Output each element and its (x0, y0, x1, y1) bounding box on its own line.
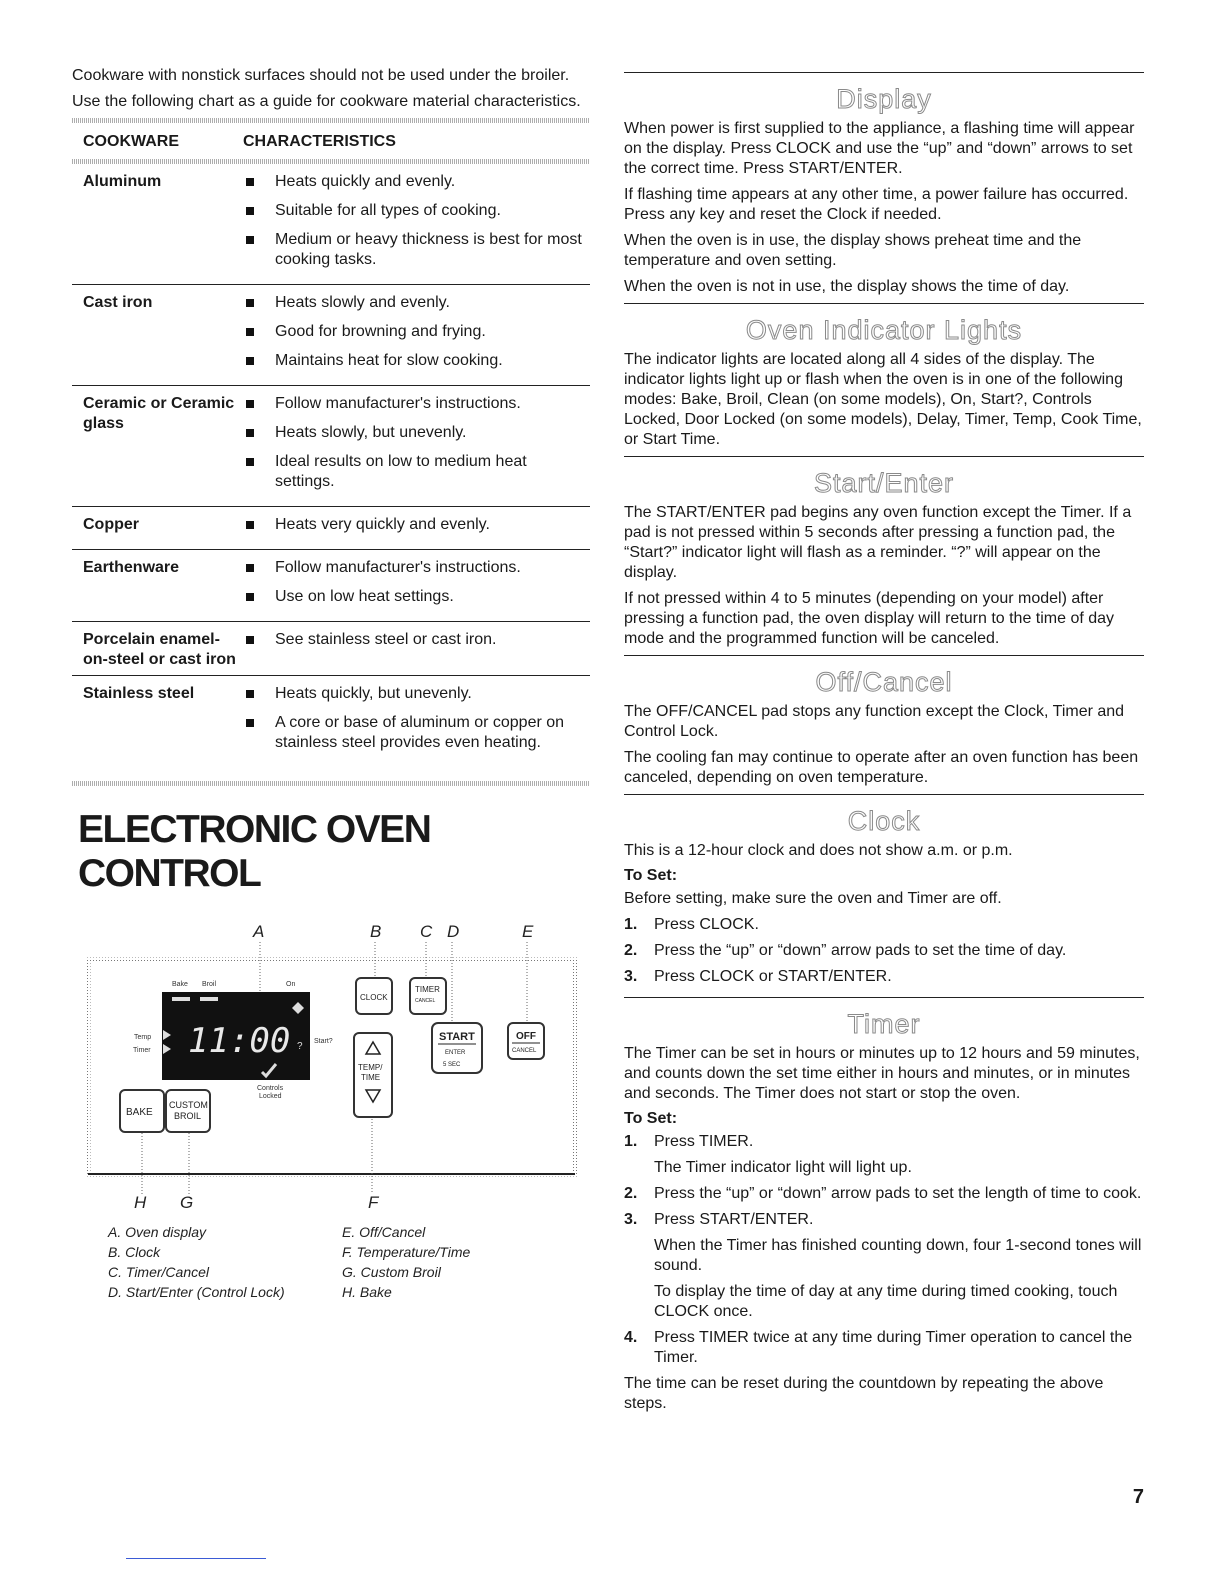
off-cancel-section-title: Off/Cancel (815, 667, 953, 697)
timer-outro: The time can be reset during the countdown by repeating the above steps. (624, 1375, 1104, 1412)
label-h: H (134, 1193, 147, 1208)
caption-item: A. Oven display (108, 1224, 207, 1240)
step-item (624, 1132, 1144, 1178)
broil-pad-label: BROIL (174, 1111, 202, 1121)
step-text: Press TIMER twice at any time during Timer operation to cancel the Timer. (654, 1329, 1133, 1366)
right-column (624, 72, 1144, 1420)
characteristics-list (243, 172, 590, 279)
characteristics-list (243, 630, 590, 670)
start-pad-label: START (439, 1031, 475, 1043)
start-enter-paragraph: If not pressed within 4 to 5 minutes (depending on your model) after pressing a function pad, the oven display will return to the time of day mode and the programmed function will be canceled. (624, 590, 1115, 647)
cookware-material: Cast iron (83, 294, 153, 311)
display-paragraph: When the oven is not in use, the display shows the time of day. (624, 278, 1070, 295)
column-header: COOKWARE (83, 133, 179, 150)
temp-pad-label: TEMP/ (358, 1063, 383, 1072)
characteristic-item: Heats quickly and evenly. (243, 172, 590, 192)
lock-hold-label: 5 SEC (443, 1062, 461, 1068)
step-item (624, 967, 1144, 987)
label-d: D (447, 922, 460, 941)
step-number: 1. (624, 1133, 638, 1150)
characteristic-item: Heats slowly and evenly. (243, 293, 590, 313)
cookware-material: Aluminum (83, 173, 162, 190)
step-text: Press the “up” or “down” arrow pads to set the time of day. (654, 942, 1067, 959)
section-rule (624, 303, 1144, 304)
time-pad-label: TIME (361, 1073, 381, 1082)
label-b: B (370, 922, 382, 941)
characteristic-item: Follow manufacturer's instructions. (243, 394, 590, 414)
divider (72, 118, 590, 123)
characteristic-item: Suitable for all types of cooking. (243, 201, 590, 221)
start-indicator-label: Start? (314, 1038, 333, 1045)
broil-indicator-light (200, 997, 218, 1001)
clock-section-title: Clock (847, 806, 921, 836)
characteristic-item: A core or base of aluminum or copper on stainless steel provides even heating. (243, 713, 590, 753)
characteristic-item: Ideal results on low to medium heat settings. (243, 452, 590, 492)
characteristics-list (243, 293, 590, 380)
step-number: 3. (624, 1211, 638, 1228)
label-f: F (368, 1193, 379, 1208)
step-number: 4. (624, 1329, 638, 1346)
start-enter-paragraph: The START/ENTER pad begins any oven function except the Timer. If a pad is not pressed within 5 seconds after pressing a function pad, the “Start?” indicator light will flash as a reminder. “?” will appear on the display. (624, 504, 1132, 581)
caption-item: D. Start/Enter (Control Lock) (108, 1284, 285, 1300)
timer-to-set-heading: To Set: (624, 1110, 678, 1127)
display-paragraph: If flashing time appears at any other time, a power failure has occurred. Press any key and reset the Clock if needed. (624, 186, 1129, 223)
caption-item: H. Bake (342, 1284, 392, 1300)
timer-steps (624, 1132, 1144, 1368)
characteristic-item: Use on low heat settings. (243, 587, 590, 607)
display-paragraph: When the oven is in use, the display shows preheat time and the temperature and oven setting. (624, 232, 1082, 269)
step-number: 3. (624, 968, 638, 985)
step-text: Press CLOCK. (654, 916, 759, 933)
cancel-pad-label: CANCEL (512, 1048, 537, 1054)
control-panel-illustration (72, 918, 590, 1208)
oven-control-diagram (72, 918, 590, 1300)
intro-paragraph: Use the following chart as a guide for cookware material characteristics. (72, 93, 581, 110)
timer-pad-label: TIMER (415, 985, 440, 994)
section-rule (624, 997, 1144, 998)
table-row (72, 676, 590, 767)
label-e: E (522, 922, 534, 941)
cookware-material: Copper (83, 516, 139, 533)
timer-cancel-pad (410, 978, 446, 1014)
step-item (624, 1184, 1144, 1204)
label-g: G (180, 1193, 194, 1208)
footer-line (126, 1558, 266, 1559)
enter-pad-label: ENTER (445, 1050, 466, 1056)
timer-indicator-label: Timer (133, 1047, 151, 1054)
caption-item: B. Clock (108, 1244, 161, 1260)
cookware-table-header (72, 123, 590, 159)
step-text: Press TIMER. (654, 1133, 754, 1150)
caption-item: G. Custom Broil (342, 1264, 441, 1280)
characteristic-item: See stainless steel or cast iron. (243, 630, 590, 650)
bake-pad-label: BAKE (126, 1107, 153, 1118)
display-paragraph: When power is first supplied to the appliance, a flashing time will appear on the display. Press CLOCK and use the “up” and “down” arrows to set the correct time. Press START/ENTER. (624, 120, 1135, 177)
locked-label: Locked (259, 1093, 282, 1100)
table-row (72, 507, 590, 550)
clock-steps (624, 915, 1144, 987)
table-row (72, 164, 590, 285)
step-note: To display the time of day at any time during timed cooking, touch CLOCK once. (654, 1283, 1118, 1320)
table-row (72, 550, 590, 622)
caption-item: F. Temperature/Time (342, 1244, 471, 1260)
step-text: Press CLOCK or START/ENTER. (654, 968, 892, 985)
characteristics-list (243, 684, 590, 762)
step-text: Press the “up” or “down” arrow pads to set the length of time to cook. (654, 1185, 1142, 1202)
off-cancel-paragraph: The OFF/CANCEL pad stops any function except the Clock, Timer and Control Lock. (624, 703, 1125, 740)
characteristics-list (243, 558, 590, 616)
caption-list-left (108, 1222, 285, 1302)
section-title: ELECTRONIC OVEN CONTROL (78, 808, 431, 895)
bake-indicator-light (172, 997, 190, 1001)
section-rule (624, 794, 1144, 795)
characteristics-list (243, 394, 590, 501)
step-item (624, 1210, 1144, 1322)
page-number: 7 (1132, 1486, 1144, 1508)
clock-to-set-heading: To Set: (624, 867, 678, 884)
characteristic-item: Maintains heat for slow cooking. (243, 351, 590, 371)
timer-intro: The Timer can be set in hours or minutes up to 12 hours and 59 minutes, and counts down the set time either in hours and minutes, or in minutes and seconds. The Timer does not start or stop the oven. (624, 1045, 1140, 1102)
step-note: When the Timer has finished counting down, four 1-second tones will sound. (654, 1237, 1142, 1274)
characteristic-item: Follow manufacturer's instructions. (243, 558, 590, 578)
column-header: CHARACTERISTICS (243, 133, 396, 150)
cookware-material: Earthenware (83, 559, 180, 576)
off-pad-label: OFF (516, 1031, 536, 1042)
start-enter-section-title: Start/Enter (813, 468, 955, 498)
timer-cancel-label: CANCEL (415, 998, 436, 1004)
step-number: 2. (624, 942, 638, 959)
broil-indicator-label: Broil (202, 981, 217, 988)
custom-pad-label: CUSTOM (169, 1100, 208, 1110)
start-question-mark: ? (297, 1041, 303, 1052)
cookware-table-body (72, 164, 590, 767)
clock-intro: This is a 12-hour clock and does not show a.m. or p.m. (624, 842, 1013, 859)
indicator-paragraph: The indicator lights are located along all 4 sides of the display. The indicator lights light up or flash when the oven is in one of the following modes: Bake, Broil, Clean (on some models), On, Start?, Controls Locked, Door Locked (on some models), Delay, Timer, Temp, Cook Time, or Start Time. (624, 351, 1142, 448)
characteristics-list (243, 515, 590, 544)
display-time: 11:00 (188, 1021, 291, 1061)
divider (72, 781, 590, 786)
table-row (72, 622, 590, 676)
on-indicator-label: On (286, 981, 296, 988)
characteristic-item: Heats very quickly and evenly. (243, 515, 590, 535)
divider (72, 159, 590, 164)
cookware-material: Stainless steel (83, 685, 195, 702)
timer-section-title: Timer (847, 1009, 921, 1039)
caption-item: C. Timer/Cancel (108, 1264, 210, 1280)
temp-indicator-label: Temp (134, 1034, 152, 1041)
label-a: A (253, 922, 265, 941)
cookware-material: Porcelain enamel-on-steel or cast iron (83, 631, 236, 668)
clock-before: Before setting, make sure the oven and Timer are off. (624, 890, 1002, 907)
panel-frame (88, 960, 575, 1174)
off-cancel-paragraph: The cooling fan may continue to operate after an oven function has been canceled, depending on oven temperature. (624, 749, 1139, 786)
clock-pad-label: CLOCK (360, 993, 388, 1002)
left-column (72, 66, 590, 1300)
caption-list-right (342, 1222, 470, 1302)
table-row (72, 386, 590, 507)
characteristic-item: Medium or heavy thickness is best for most cooking tasks. (243, 230, 590, 270)
caption-item: E. Off/Cancel (342, 1224, 426, 1240)
step-note: The Timer indicator light will light up. (654, 1159, 912, 1176)
section-rule (624, 655, 1144, 656)
label-c: C (420, 922, 433, 941)
step-number: 1. (624, 916, 638, 933)
step-text: Press START/ENTER. (654, 1211, 814, 1228)
indicator-section-title: Oven Indicator Lights (745, 315, 1023, 345)
display-section-title: Display (836, 84, 932, 114)
table-row (72, 285, 590, 386)
cookware-material: Ceramic or Ceramic glass (83, 395, 235, 432)
section-rule (624, 456, 1144, 457)
step-item (624, 941, 1144, 961)
step-item (624, 915, 1144, 935)
controls-label: Controls (257, 1085, 284, 1092)
intro-paragraph: Cookware with nonstick surfaces should not be used under the broiler. (72, 67, 570, 84)
characteristic-item: Good for browning and frying. (243, 322, 590, 342)
characteristic-item: Heats slowly, but unevenly. (243, 423, 590, 443)
characteristic-item: Heats quickly, but unevenly. (243, 684, 590, 704)
step-item (624, 1328, 1144, 1368)
step-number: 2. (624, 1185, 638, 1202)
bake-indicator-label: Bake (172, 981, 188, 988)
section-rule (624, 72, 1144, 73)
